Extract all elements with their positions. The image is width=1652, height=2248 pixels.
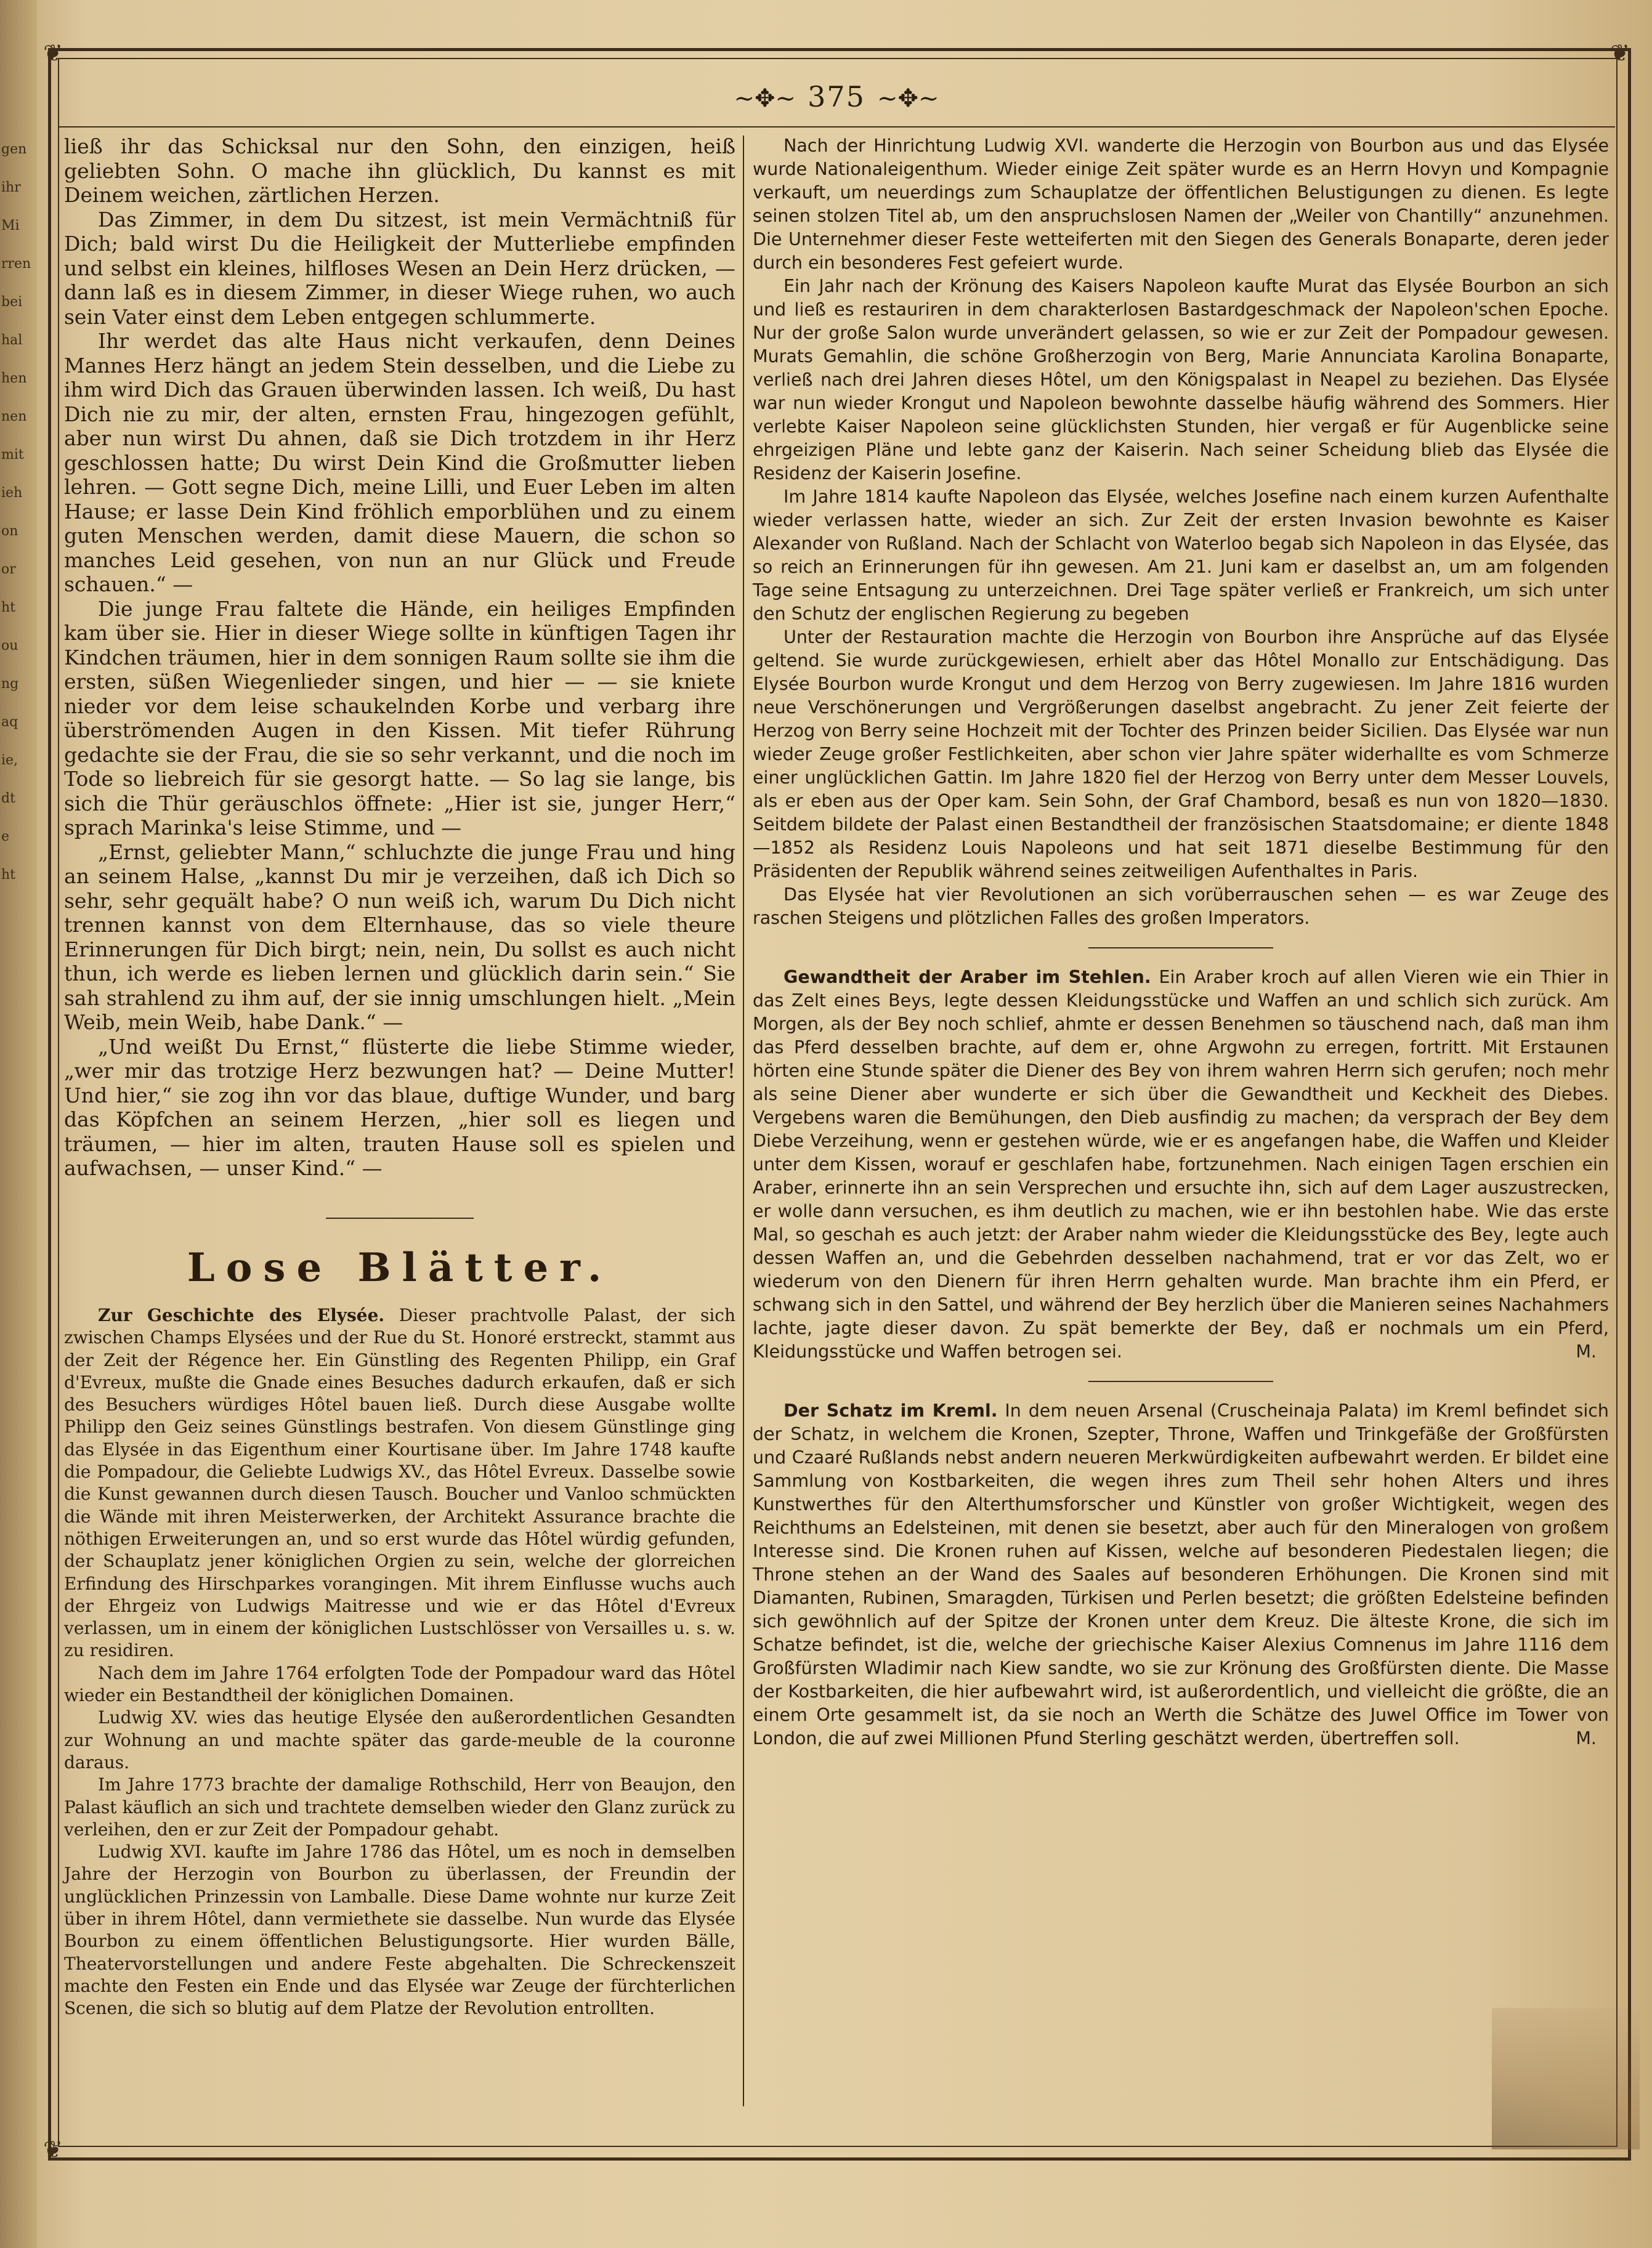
story-paragraph: Ihr werdet das alte Haus nicht verkaufen, denn Deines Mannes Herz hängt an jedem Stein desselben, und die Liebe zu ihm wird Dich das Grauen überwinden lassen. Ich weiß, Du hast Dich nie zu mir, der alten, ernsten Frau, hingezogen gefühlt, aber nun wirst Du ahnen, daß sie Dich trotzdem in ihr Herz geschlossen hatte; Du wirst Dein Kind die Großmutter lieben lehren. — Gott segne Dich, meine Lilli, und Euer Leben im alten Hause; er lasse Dein Kind fröhlich emporblühen und zu einem guten Menschen werden, damit diese Mauern, die schon so manches Leid gesehen, von nun an nur Glück und Freude schauen.“ — — [64, 329, 735, 596]
article-paragraph: Dieser prachtvolle Palast, der sich zwischen Champs Elysées und der Rue du St. Honoré erstreckt, stammt aus der Zeit der Régence her. Ein Günstling des Regenten Philipp, ein Graf d'Evreux, mußte die Gnade eines Besuches dadurch erkaufen, daß er sich des Besuchers würdiges Hôtel bauen ließ. Durch diese Ausgabe wollte Philipp den Geiz seines Günstlings bestrafen. Von diesem Günstlinge ging das Elysée in das Eigenthum einer Kourtisane über. Im Jahre 1748 kaufte die Pompadour, die Geliebte Ludwigs XV., das Hôtel Evreux. Dasselbe sowie die Kunst gewannen durch diesen Tausch. Boucher und Vanloo schmückten die Wände mit ihren Meisterwerken, der Architekt Assurance brachte die nöthigen Erweiterungen an, und so erst wurde das Hôtel würdig gefunden, der Schauplatz jener königlichen Orgien zu sein, welche der glorreichen Erfindung des Hirschparkes vorangingen. Mit ihrem Einflusse wuchs auch der Ehrgeiz von Ludwigs Maitresse und wie er das Hôtel d'Evreux verlassen, um in einem der königlichen Lustschlösser von Versailles u. s. w. zu residiren. — [64, 1305, 735, 1661]
page-header — [58, 80, 1615, 123]
previous-page-fragment: dt — [1, 791, 15, 806]
header-ornament-left-icon: ~✥~ — [734, 84, 796, 113]
article-signature: M. — [1576, 1341, 1597, 1362]
previous-page-fragment: nen — [1, 409, 27, 424]
paper-stain — [1492, 2008, 1640, 2149]
corner-ornament-icon: ❦ — [43, 39, 63, 67]
article-paragraph: Ein Jahr nach der Krönung des Kaisers Napoleon kaufte Murat das Elysée Bourbon an sich und ließ es restauriren in dem charakterlosen Bastardgeschmack der Napoleon'schen Epoche. Nur der große Salon wurde unverändert gelassen, so wie er zur Zeit der Pompadour gewesen. Murats Gemahlin, die schöne Großherzogin von Berg, Marie Annunciata Karolina Bonaparte, verließ nach drei Jahren dieses Hôtel, um den Königspalast in Neapel zu beziehen. Das Elysée war nun wieder Krongut und Napoleon bewohnte dasselbe häufig während des Sommers. Hier verlebte Kaiser Napoleon seine glücklichsten Stunden, hier vergaß er für Augenblicke seine ehrgeizigen Pläne und lebte ganz der Kaiserin. Nach seiner Scheidung blieb das Elysée die Residenz der Kaiserin Josefine. — [753, 276, 1609, 483]
corner-ornament-icon: ❦ — [1610, 39, 1630, 67]
article-heading: Der Schatz im Kreml. — [783, 1401, 998, 1421]
previous-page-fragment: ou — [1, 638, 18, 653]
previous-page-fragment: hen — [1, 371, 27, 386]
previous-page-fragment: ht — [1, 867, 16, 883]
article-heading: Zur Geschichte des Elysée. — [98, 1305, 385, 1325]
article-paragraph: Ludwig XVI. kaufte im Jahre 1786 das Hôtel, um es noch in demselben Jahre der Herzogin von Bourbon zu überlassen, der Freundin der unglücklichen Prinzessin von Lamballe. Diese Dame wohnte nur kurze Zeit über in ihrem Hôtel, dann vermiethete sie dasselbe. Nun wurde das Elysée Bourbon zu einem öffentlichen Belustigungsorte. Hier wurden Bälle, Theatervorstellungen und andere Feste abgehalten. Die Schreckenszeit machte den Festen ein Ende und das Elysée war Zeuge der fürchterlichen Scenen, die sich so blutig auf dem Platze der Revolution entrollten. — [64, 1842, 735, 2019]
article-paragraph: Ein Araber kroch auf allen Vieren wie ein Thier in das Zelt eines Beys, legte dessen Kleidungsstücke und Waffen an und schlich sich zurück. Am Morgen, als der Bey noch schlief, ahmte er dessen Benehmen so täuschend nach, daß man ihm das Pferd desselben brachte, auf dem er, ohne Argwohn zu erregen, fortritt. Mit Erstaunen hörten eine Stunde später die Diener des Bey von ihrem wahren Herrn sich gerufen; noch mehr als seine Diener aber wunderte er sich über die Gewandtheit und Keckheit des Diebes. Vergebens waren die Bemühungen, den Dieb ausfindig zu machen; da versprach der Bey dem Diebe Verzeihung, wenn er gestehen würde, wie er es angefangen habe, die Waffen und Kleider unter dem Kissen, worauf er geschlafen habe, fortzunehmen. Nach einigen Tagen erschien ein Araber, erinnerte ihn an sein Versprechen und ersuchte ihn, sich auf dem Lager auszustrecken, er wolle dann versuchen, es ihm deutlich zu machen, wie er ihn bestohlen habe. Wie das erste Mal, so geschah es auch jetzt: der Araber nahm wieder die Kleidungsstücke des Bey, legte auch dessen Waffen an, und die Gebehrden desselben nachahmend, trat er vor das Zelt, wo er wiederum von den Dienern für ihren Herrn gehalten wurde. Man brachte ihm ein Pferd, er schwang sich in den Sattel, und während der Bey herzlich über die Manieren seines Nachahmers lachte, jagte dieser davon. Zu spät bemerkte der Bey, daß er nochmals um ein Pferd, Kleidungsstücke und Waffen betrogen sei. — [753, 967, 1609, 1362]
column-divider — [743, 135, 744, 2106]
story-conclusion — [64, 134, 735, 1181]
article-paragraph: Das Elysée hat vier Revolutionen an sich vorüberrauschen sehen — es war Zeuge des raschen Steigens und plötzlichen Falles des großen Imperators. — [753, 884, 1609, 928]
right-column — [753, 134, 1609, 1750]
previous-page-fragment: ihr — [1, 180, 21, 195]
araber-article — [753, 966, 1609, 1364]
kreml-article — [753, 1399, 1609, 1750]
article-paragraph: Ludwig XV. wies das heutige Elysée den außerordentlichen Gesandten zur Wohnung an und machte später das garde-meuble de la couronne daraus. — [64, 1707, 735, 1773]
article-paragraph: Nach der Hinrichtung Ludwig XVI. wanderte die Herzogin von Bourbon aus und das Elysée wurde Nationaleigenthum. Wieder einige Zeit später wurde es an Herrn Hovyn und Kompagnie verkauft, um neuerdings zum Schauplatze der öffentlichen Belustigungen zu dienen. Es legte seinen stolzen Titel ab, um den anspruchslosen Namen der „Weiler von Chantilly“ anzunehmen. Die Unternehmer dieser Feste wetteiferten mit den Siegen des Generals Bonaparte, deren jeder durch ein besonderes Fest gefeiert wurde. — [753, 135, 1609, 273]
previous-page-fragment: mit — [1, 447, 24, 463]
story-paragraph: Das Zimmer, in dem Du sitzest, ist mein Vermächtniß für Dich; bald wirst Du die Heiligkeit der Mutterliebe empfinden und selbst ein kleines, hilfloses Wesen an Dein Herz drücken, — dann laß es in diesem Zimmer, in dieser Wiege ruhen, wo auch sein Vater einst dem Leben entgegen schlummerte. — [64, 207, 735, 329]
previous-page-fragment: ng — [1, 676, 19, 692]
header-rule — [58, 126, 1615, 127]
previous-page-fragment: rren — [1, 256, 31, 272]
previous-page-fragment: hal — [1, 333, 23, 348]
article-paragraph: Im Jahre 1773 brachte der damalige Rothschild, Herr von Beaujon, den Palast käuflich an sich und trachtete demselben wieder den Glanz zurück zu verleihen, den er zur Zeit der Pompadour gehabt. — [64, 1774, 735, 1840]
section-title: Lose Blätter. — [187, 1244, 613, 1291]
page-number: 375 — [808, 80, 865, 113]
article-paragraph: In dem neuen Arsenal (Cruscheinaja Palata) im Kreml befindet sich der Schatz, in welchem die Kronen, Szepter, Throne, Waffen und Trinkgefäße der Großfürsten und Czaaré Rußlands nebst andern neueren Merkwürdigkeiten aufbewahrt werden. Er bildet eine Sammlung von Kostbarkeiten, die wegen ihres zum Theil sehr hohen Alters und ihres Kunstwerthes für den Alterthumsforscher und Künstler von großer Wichtigkeit, wegen des Reichthums an Edelsteinen, mit denen sie besetzt, aber auch für den Mineralogen von großem Interesse sind. Die Kronen ruhen auf Kissen, welche auf besonderen Piedestalen liegen; die Throne stehen an der Wand des Saales auf besonderen Erhöhungen. Die Kronen sind mit Diamanten, Rubinen, Smaragden, Türkisen und Perlen besetzt; die größten Edelsteine befinden sich gewöhnlich auf der Spitze der Kronen unter dem Kreuz. Die älteste Krone, die sich im Schatze befindet, ist die, welche der griechische Kaiser Alexius Comnenus im Jahre 1116 dem Großfürsten Wladimir nach Kiew sandte, wo sie zur Krönung des Großfürsten diente. Die Masse der Kostbarkeiten, die hier aufbewahrt wird, ist außerordentlich, und vielleicht die größte, die an einem Orte gesammelt ist, da sie noch an Werth die Schätze des Juwel Office im Tower von London, die auf zwei Millionen Pfund Sterling geschätzt werden, übertreffen soll. — [753, 1401, 1609, 1749]
previous-page-edge — [0, 0, 37, 2248]
story-paragraph: „Ernst, geliebter Mann,“ schluchzte die junge Frau und hing an seinem Halse, „kannst Du mir je verzeihen, daß ich Dich so sehr, sehr gequält habe? O nun weiß ich, warum Du Dich nicht trennen kannst von dem Elternhause, das so viele theure Erinnerungen für Dich birgt; nein, nein, Du sollst es auch nicht thun, ich werde es lieben lernen und glücklich darin sein.“ Sie sah strahlend zu ihm auf, der sie innig umschlungen hielt. „Mein Weib, mein Weib, habe Dank.“ — — [64, 839, 735, 1034]
previous-page-fragment: ie, — [1, 753, 18, 768]
article-signature: M. — [1576, 1728, 1597, 1749]
previous-page-fragment: on — [1, 524, 18, 539]
story-separator — [326, 1218, 474, 1219]
story-paragraph: „Und weißt Du Ernst,“ flüsterte die liebe Stimme wieder, „wer mir das trotzige Herz bezwungen hat? — Deine Mutter! Und hier,“ sie zog ihn vor das blaue, duftige Wunder, und barg das Köpfchen an seinem Herzen, „hier soll es liegen und träumen, — hier im alten, trauten Hause soll es spielen und aufwachsen, — unser Kind.“ — — [64, 1034, 735, 1180]
article-heading: Gewandtheit der Araber im Stehlen. — [783, 967, 1151, 987]
previous-page-fragment: Mi — [1, 218, 20, 233]
article-paragraph: Nach dem im Jahre 1764 erfolgten Tode der Pompadour ward das Hôtel wieder ein Bestandtheil der königlichen Domainen. — [64, 1662, 735, 1706]
article-paragraph: Unter der Restauration machte die Herzogin von Bourbon ihre Ansprüche auf das Elysée geltend. Sie wurde zurückgewiesen, erhielt aber das Hôtel Monallo zur Entschädigung. Das Elysée Bourbon wurde Krongut und dem Herzog von Berry zugewiesen. Im Jahre 1816 wurden neue Verschönerungen und Vergrößerungen daselbst angebracht. Zu jener Zeit feierte der Herzog von Berry seine Hochzeit mit der Tochter des Prinzen beider Sicilien. Das Elysée war nun wieder Zeuge großer Festlichkeiten, aber schon vier Jahre später widerhallte es vom Schmerze einer unglücklichen Gattin. Im Jahre 1820 fiel der Herzog von Berry unter dem Messer Louvels, als er eben aus der Oper kam. Sein Sohn, der Graf Chambord, besaß es nun von 1820—1830. Seitdem bildete der Palast einen Bestandtheil der französischen Staatsdomaine; er diente 1848—1852 als Residenz Louis Napoleons und hat seit 1871 dieselbe Bestimmung für den Präsidenten der Republik während seines zeitweiligen Aufenthaltes in Paris. — [753, 627, 1609, 881]
previous-page-fragment: bei — [1, 294, 23, 310]
article-paragraph: Im Jahre 1814 kaufte Napoleon das Elysée, welches Josefine nach einem kurzen Aufenthalte wieder verlassen hatte, wieder an sich. Zur Zeit der ersten Invasion bewohnte es Kaiser Alexander von Rußland. Nach der Schlacht von Waterloo begab sich Napoleon in das Elysée, das so reich an Erinnerungen für ihn gewesen. Am 21. Juni kam er daselbst an, um am folgenden Tage seine Entsagung zu unterzeichnen. Drei Tage später verließ er Frankreich, um sich unter den Schutz der englischen Regierung zu begeben — [753, 487, 1609, 624]
elysee-article — [64, 1304, 735, 2020]
previous-page-fragment: ht — [1, 600, 16, 615]
elysee-article-continued — [753, 134, 1609, 930]
header-ornament-right-icon: ~✥~ — [877, 84, 939, 113]
previous-page-fragment: ieh — [1, 485, 23, 501]
previous-page-fragment: e — [1, 829, 10, 844]
left-column — [64, 134, 735, 2020]
article-separator — [1088, 1381, 1273, 1382]
previous-page-fragment: or — [1, 562, 16, 577]
story-paragraph: ließ ihr das Schicksal nur den Sohn, den einzigen, heiß geliebten Sohn. O mache ihn glücklich, Du kannst es mit Deinem weichen, zärtlichen Herzen. — [64, 134, 735, 207]
story-paragraph: Die junge Frau faltete die Hände, ein heiliges Empfinden kam über sie. Hier in dieser Wiege sollte in künftigen Tagen ihr Kindchen träumen, hier in dem sonnigen Raum sollte sie ihm die ersten, süßen Wiegenlieder singen, und hier — — sie kniete nieder vor dem leise schaukelnden Korbe und verbarg ihre überströmenden Augen in den Kissen. Mit tiefer Rührung gedachte sie der Frau, die sie so sehr verkannt, und die noch im Tode so liebreich für sie gesorgt hatte. — So lag sie lange, bis sich die Thür geräuschlos öffnete: „Hier ist sie, junger Herr,“ sprach Marinka's leise Stimme, und — — [64, 596, 735, 839]
previous-page-fragment: gen — [1, 142, 27, 157]
article-separator — [1088, 947, 1273, 948]
corner-ornament-icon: ❦ — [43, 2136, 63, 2163]
previous-page-fragment: aq — [1, 714, 18, 730]
